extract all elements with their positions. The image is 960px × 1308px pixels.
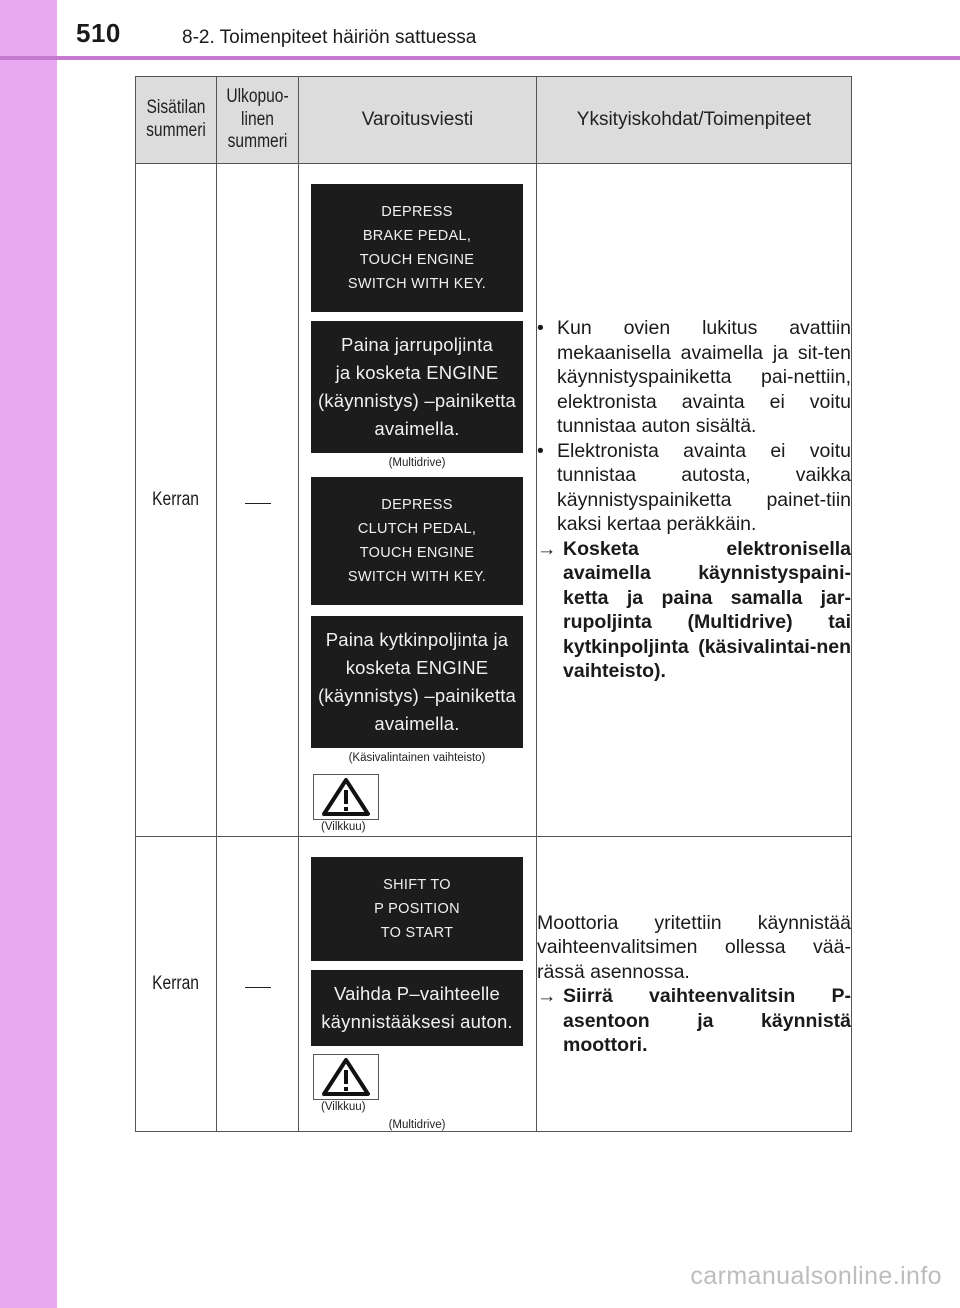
header-interior-buzzer: Sisätilan summeri <box>136 77 217 164</box>
warning-triangle-icon <box>313 774 379 820</box>
detail-bullet: • Kun ovien lukitus avattiin mekaanisella avaimella ja sit-ten käynnistyspainiketta pai-nettiin, elektronista avainta ei voitu tunnistaa auton sisältä. <box>537 317 851 438</box>
table-row <box>136 837 852 1132</box>
detail-text: Moottoria yritettiin käynnistää vaihteenvalitsimen ollessa vää-rässä asennossa. <box>537 911 851 983</box>
side-color-strip <box>0 0 57 1308</box>
message-panel-shift-to-p: SHIFT TO P POSITION TO START <box>311 857 523 961</box>
header-exterior-buzzer: Ulkopuo-linen summeri <box>217 77 299 164</box>
caption-blink: (Vilkkuu) <box>321 1101 366 1113</box>
detail-action: → Kosketa elektronisella avaimella käynnistyspaini-ketta ja paina samalla jar-rupoljinta (Multidrive) tai kytkinpoljinta (käsivalintai-nen vaihteisto). <box>537 537 851 683</box>
dash-mark <box>245 987 271 988</box>
table-header-row <box>136 77 852 164</box>
header-warning-message: Varoitusviesti <box>299 77 537 164</box>
warning-message-cell <box>299 837 537 1132</box>
message-panel-vaihda-p: Vaihda P–vaihteelle käynnistääksesi auton. <box>311 970 523 1046</box>
watermark: carmanualsonline.info <box>690 1262 942 1290</box>
table-row <box>136 164 852 837</box>
warning-table <box>135 76 852 1132</box>
detail-bullet: • Elektronista avainta ei voitu tunnistaa autosta, vaikka käynnistyspainiketta painet-tiin kaksi kertaa peräkkäin. <box>537 439 851 536</box>
message-panel-depress-brake: DEPRESS BRAKE PEDAL, TOUCH ENGINE SWITCH WITH KEY. <box>311 184 523 312</box>
warning-triangle-icon <box>313 1054 379 1100</box>
header-rule <box>0 56 960 60</box>
interior-buzzer-cell: Kerran <box>136 837 217 1132</box>
caption-multidrive: (Multidrive) <box>388 457 446 469</box>
details-cell <box>537 837 852 1132</box>
page-number: 510 <box>76 18 121 48</box>
caption-multidrive: (Multidrive) <box>388 1119 446 1131</box>
details-cell <box>537 164 852 837</box>
message-panel-paina-jarru: Paina jarrupoljinta ja kosketa ENGINE (käynnistys) –painiketta avaimella. <box>311 321 523 453</box>
exterior-buzzer-cell <box>217 164 299 837</box>
caption-blink: (Vilkkuu) <box>321 821 366 833</box>
warning-message-cell <box>299 164 537 837</box>
caption-manual-transmission: (Käsivalintainen vaihteisto) <box>348 752 486 764</box>
section-title: 8-2. Toimenpiteet häiriön sattuessa <box>182 27 477 48</box>
dash-mark <box>245 503 271 504</box>
exterior-buzzer-cell <box>217 837 299 1132</box>
header-details: Yksityiskohdat/Toimenpiteet <box>537 77 852 164</box>
message-panel-paina-kytkin: Paina kytkinpoljinta ja kosketa ENGINE (käynnistys) –painiketta avaimella. <box>311 616 523 748</box>
interior-buzzer-cell: Kerran <box>136 164 217 837</box>
message-panel-depress-clutch: DEPRESS CLUTCH PEDAL, TOUCH ENGINE SWITCH WITH KEY. <box>311 477 523 605</box>
detail-action: → Siirrä vaihteenvalitsin P-asentoon ja käynnistä moottori. <box>537 985 851 1056</box>
